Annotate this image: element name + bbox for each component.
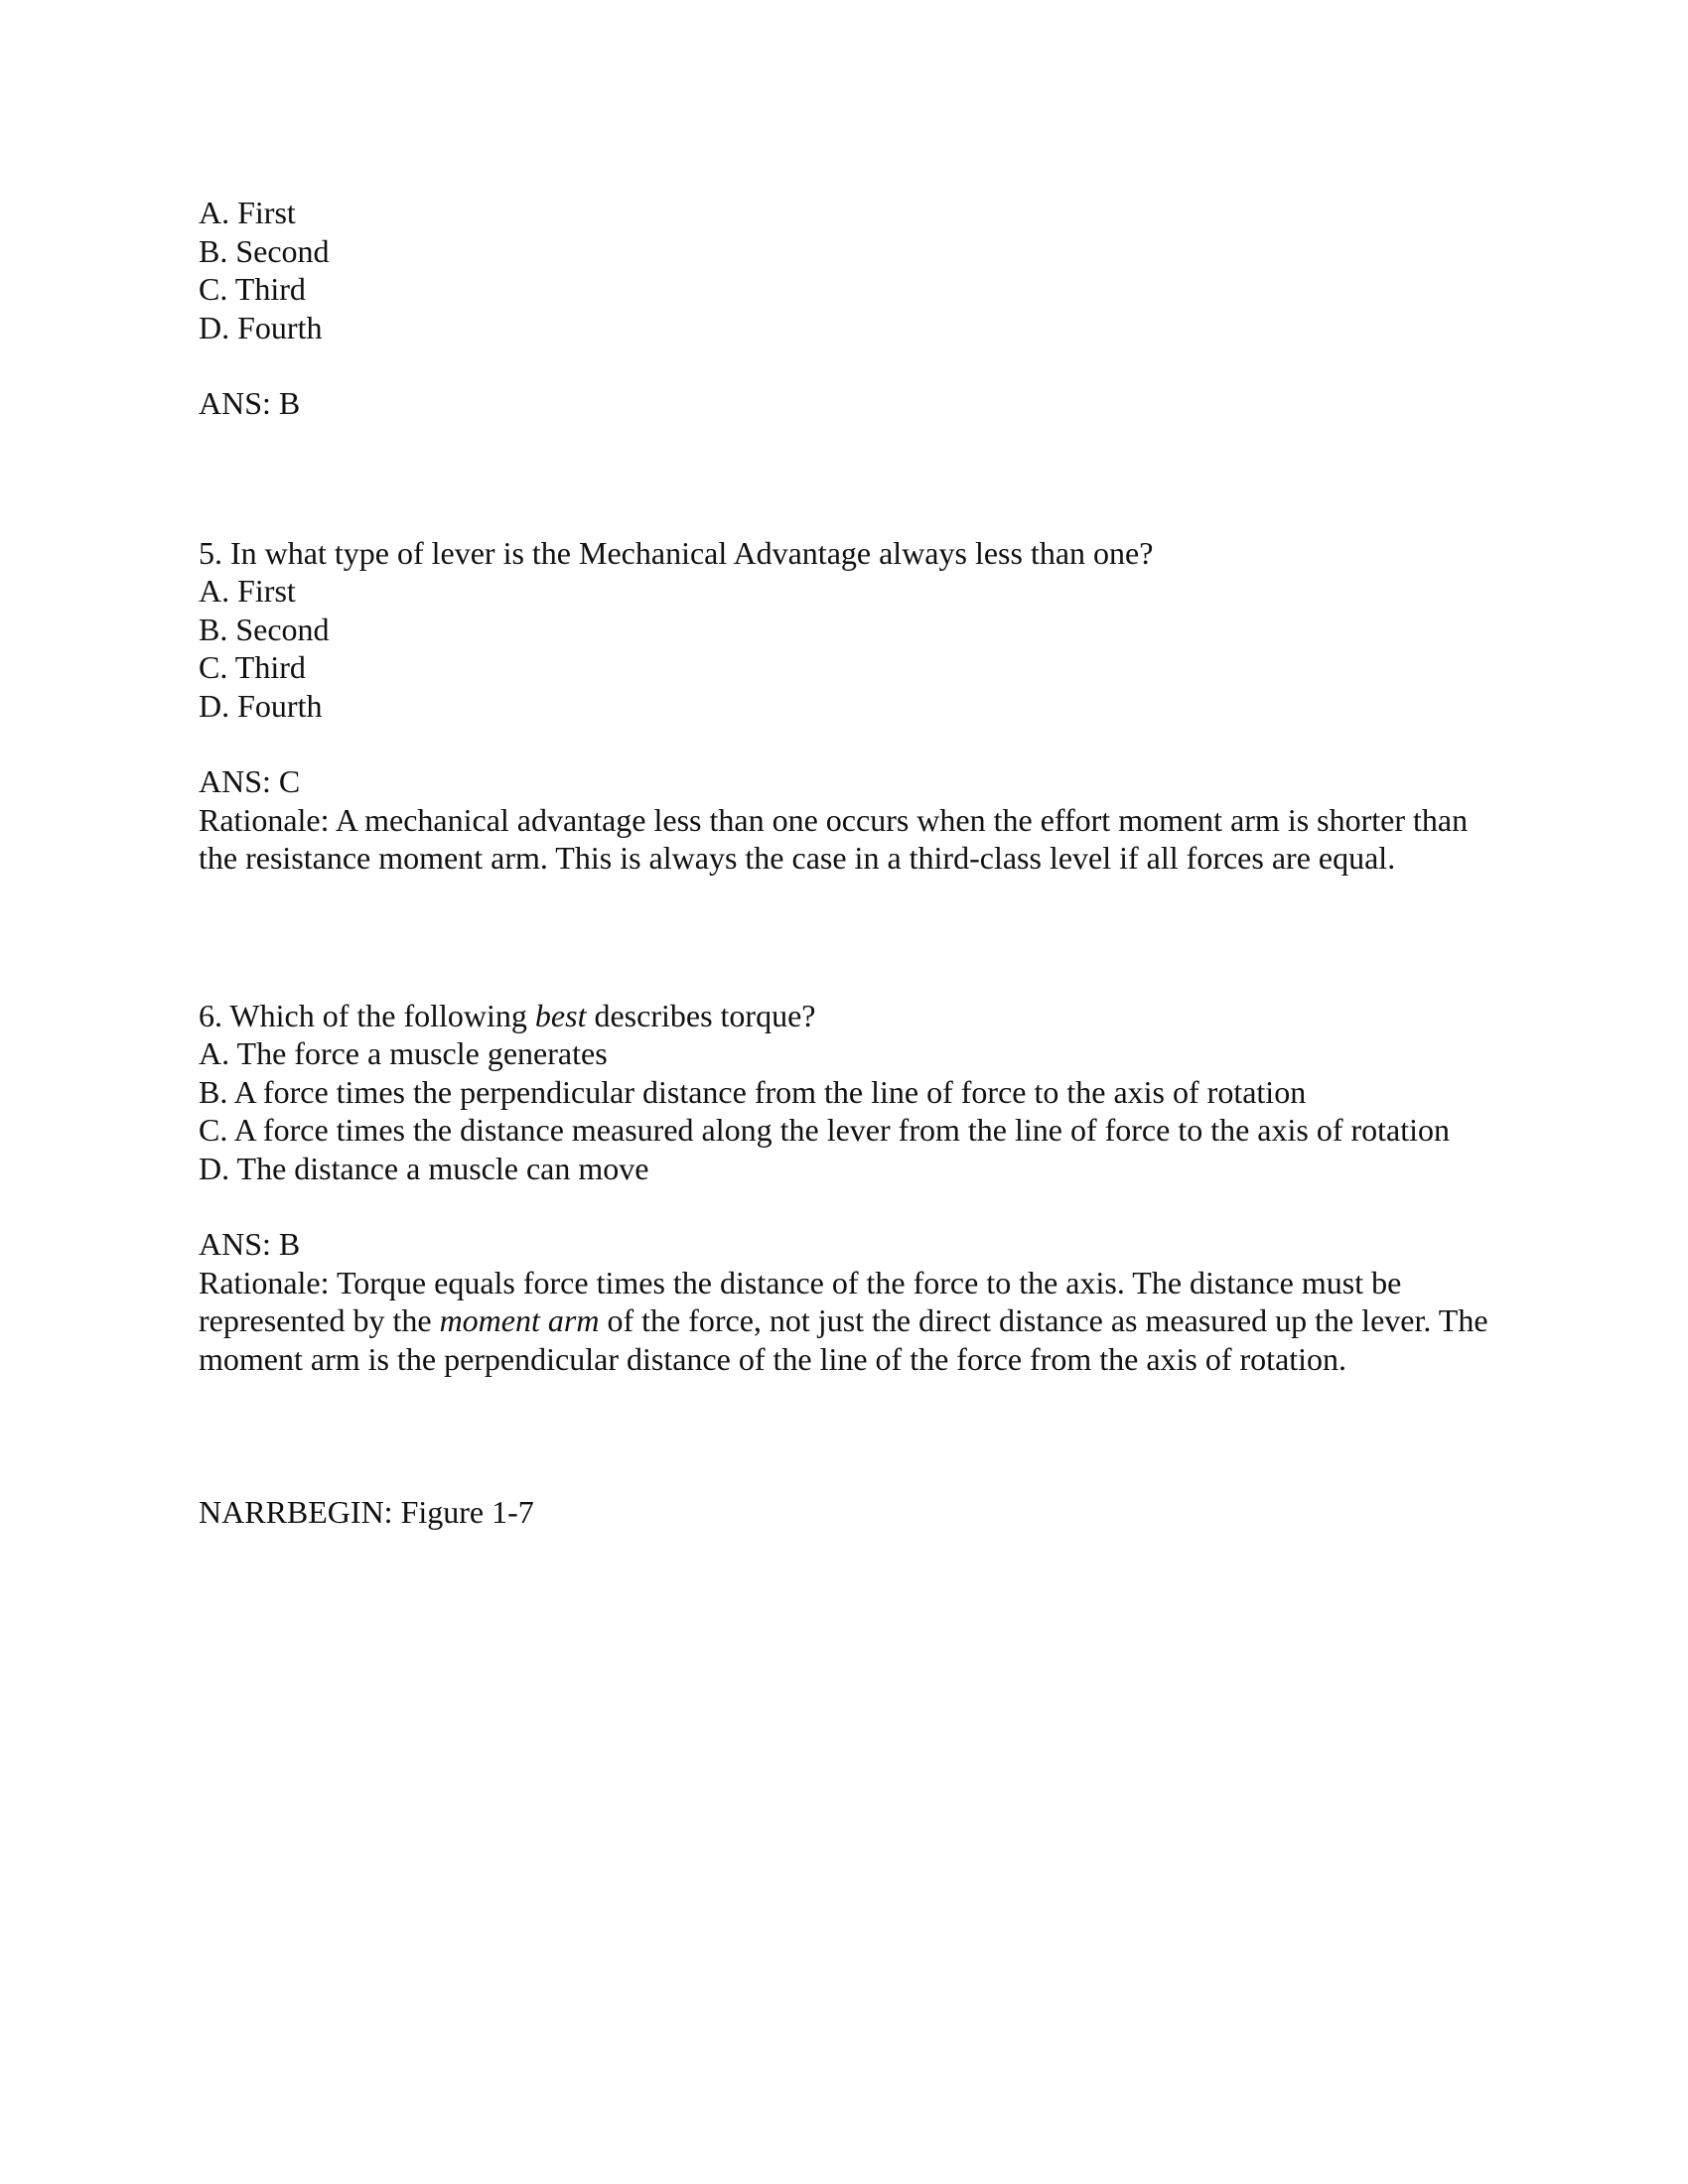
q6-option-d: D. The distance a muscle can move (199, 1150, 649, 1186)
q5-answer: ANS: C (199, 763, 301, 799)
question-4-block (199, 194, 1509, 423)
document-page (199, 194, 1509, 1532)
q6-option-b: B. A force times the perpendicular distance from the line of force to the axis of rotation (199, 1073, 1307, 1110)
q6-question-emphasis: best (534, 997, 587, 1033)
q6-option-a: A. The force a muscle generates (199, 1035, 608, 1071)
q4-option-d: D. Fourth (199, 309, 323, 345)
q6-rationale-emphasis: moment arm (439, 1302, 600, 1338)
q5-option-d: D. Fourth (199, 687, 323, 724)
q6-question-suffix: describes torque? (586, 997, 816, 1033)
question-5-block (199, 534, 1509, 878)
q4-option-a: A. First (199, 195, 296, 230)
q5-question: 5. In what type of lever is the Mechanical Advantage always less than one? (199, 534, 1154, 571)
q4-option-c: C. Third (199, 271, 306, 307)
q5-option-c: C. Third (199, 649, 306, 685)
q6-answer: ANS: B (199, 1226, 301, 1262)
q5-option-a: A. First (199, 573, 296, 609)
q6-rationale-prefix: Rationale: Torque equals force times the distance of the force to the axis. The distance must be represented by the (199, 1264, 1402, 1338)
question-6-block (199, 997, 1509, 1379)
q4-option-b: B. Second (199, 232, 330, 269)
q6-rationale (199, 1264, 1509, 1379)
q5-rationale: Rationale: A mechanical advantage less than one occurs when the effort moment arm is shorter than the resistance moment arm. This is always the case in a third-class level if all forces are equal. (199, 801, 1469, 876)
q6-option-c: C. A force times the distance measured along the lever from the line of force to the axis of rotation (199, 1112, 1451, 1148)
q6-question (199, 997, 1509, 1035)
q4-answer: ANS: B (199, 385, 301, 421)
q6-rationale-suffix: of the force, not just the direct distance as measured up the lever. The moment arm is the perpendicular distance of the line of the force from the axis of rotation. (199, 1302, 1488, 1377)
narrative-begin-label: NARRBEGIN: Figure 1-7 (199, 1494, 534, 1530)
q5-option-b: B. Second (199, 611, 330, 647)
q6-question-prefix: 6. Which of the following (199, 997, 535, 1033)
